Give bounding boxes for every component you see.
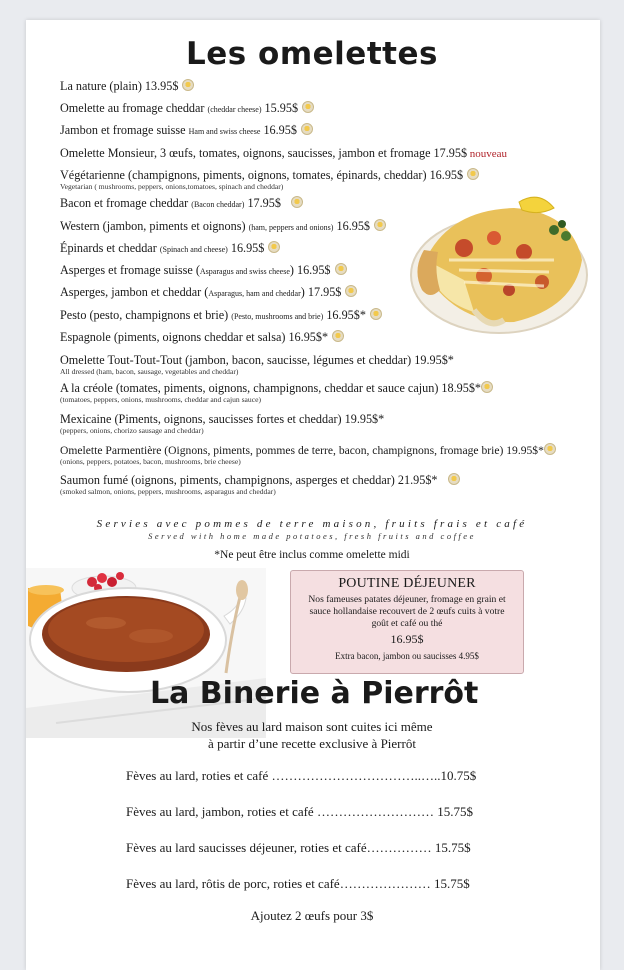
poutine-price: 16.95$	[390, 632, 424, 646]
menu-item: La nature (plain) 13.95$	[60, 79, 580, 101]
egg-icon	[374, 219, 386, 231]
egg-icon	[370, 308, 382, 320]
binerie-intro: Nos fèves au lard maison sont cuites ici même à partir d’une recette exclusive à Pierrôt	[191, 719, 433, 751]
menu-item: Bacon et fromage cheddar (Bacon cheddar) 17.95$	[60, 196, 580, 219]
omelettes-title: Les omelettes	[186, 36, 438, 72]
list-item: Fèves au lard, roties et café ……………………………..…..10.75$	[126, 768, 477, 783]
egg-icon	[345, 285, 357, 297]
omelette-footnote: *Ne peut être inclus comme omelette midi	[214, 549, 410, 561]
menu-item: A la créole (tomates, piments, oignons, champignons, cheddar et sauce cajun) 18.95$* (tomatoes, peppers, onions, mushrooms, cheddar and cajun sauce)	[60, 381, 580, 412]
add-eggs-note: Ajoutez 2 œufs pour 3$	[250, 908, 374, 923]
menu-item: Omelette au fromage cheddar (cheddar cheese) 15.95$	[60, 101, 580, 123]
egg-icon	[467, 168, 479, 180]
menu-item: Jambon et fromage suisse Ham and swiss cheese 16.95$	[60, 123, 580, 146]
menu-item: Espagnole (piments, oignons cheddar et salsa) 16.95$*	[60, 330, 580, 353]
served-with-fr: Servies avec pommes de terre maison, fruits frais et café	[96, 518, 528, 530]
menu-item: Omelette Monsieur, 3 œufs, tomates, oignons, saucisses, jambon et fromage 17.95$ nouveau	[60, 146, 508, 160]
menu-item: Végétarienne (champignons, piments, oignons, tomates, épinards, cheddar) 16.95$ Vegetarian ( mushrooms, peppers, onions,tomatoes, spinach and cheddar)	[60, 168, 580, 196]
egg-icon	[335, 263, 347, 275]
menu-item: Mexicaine (Piments, oignons, saucisses fortes et cheddar) 19.95$* (peppers, onions, chorizo sausage and cheddar)	[60, 412, 385, 435]
list-item: Fèves au lard saucisses déjeuner, roties et café…………… 15.75$	[126, 840, 471, 855]
egg-icon	[481, 381, 493, 393]
menu-item: Asperges, jambon et cheddar (Asparagus, ham and cheddar) 17.95$	[60, 285, 580, 308]
menu-item: Épinards et cheddar (Spinach and cheese) 16.95$	[60, 241, 580, 263]
poutine-description: Nos fameuses patates déjeuner, fromage en grain et sauce hollandaise recouvert de 2 œufs cuits à votre goût et café ou thé	[308, 594, 506, 629]
egg-icon	[448, 473, 460, 485]
menu-item: Pesto (pesto, champignons et brie) (Pesto, mushrooms and brie) 16.95$*	[60, 308, 580, 330]
egg-icon	[302, 101, 314, 113]
beans-dish-image	[26, 568, 266, 738]
egg-icon	[301, 123, 313, 135]
egg-icon	[268, 241, 280, 253]
poutine-box	[290, 570, 524, 674]
served-with-en: Served with home made potatoes, fresh fruits and coffee	[148, 531, 476, 541]
menu-item: Asperges et fromage suisse (Asparagus and swiss cheese) 16.95$	[60, 263, 580, 285]
poutine-extra: Extra bacon, jambon ou saucisses 4.95$	[335, 651, 479, 661]
list-item: Fèves au lard, rôtis de porc, roties et café………………… 15.75$	[126, 876, 470, 891]
egg-icon	[182, 79, 194, 91]
list-item: Fèves au lard, jambon, roties et café ……………………… 15.75$	[126, 804, 473, 819]
omelette-plate-image	[404, 190, 594, 340]
menu-item: Omelette Parmentière (Oignons, piments, pommes de terre, bacon, champignons, fromage brie) 19.95$* (onions, peppers, potatoes, bacon, mushrooms, brie cheese)	[60, 443, 580, 473]
menu-item: Saumon fumé (oignons, piments, champignons, asperges et cheddar) 21.95$* (smoked salmon, onions, peppers, mushrooms, asparagus and cheddar)	[60, 473, 580, 503]
binerie-title: La Binerie à Pierrôt	[150, 676, 479, 711]
egg-icon	[291, 196, 303, 208]
new-badge: nouveau	[467, 148, 508, 160]
binerie-menu	[126, 768, 546, 912]
menu-item: Western (jambon, piments et oignons) (ham, peppers and onions) 16.95$	[60, 219, 580, 241]
egg-icon	[332, 330, 344, 342]
menu-item: Omelette Tout-Tout-Tout (jambon, bacon, saucisse, légumes et cheddar) 19.95$* All dressed (ham, bacon, sausage, vegetables and cheddar)	[60, 353, 454, 376]
poutine-title: POUTINE DÉJEUNER	[338, 576, 476, 591]
egg-icon	[544, 443, 556, 455]
